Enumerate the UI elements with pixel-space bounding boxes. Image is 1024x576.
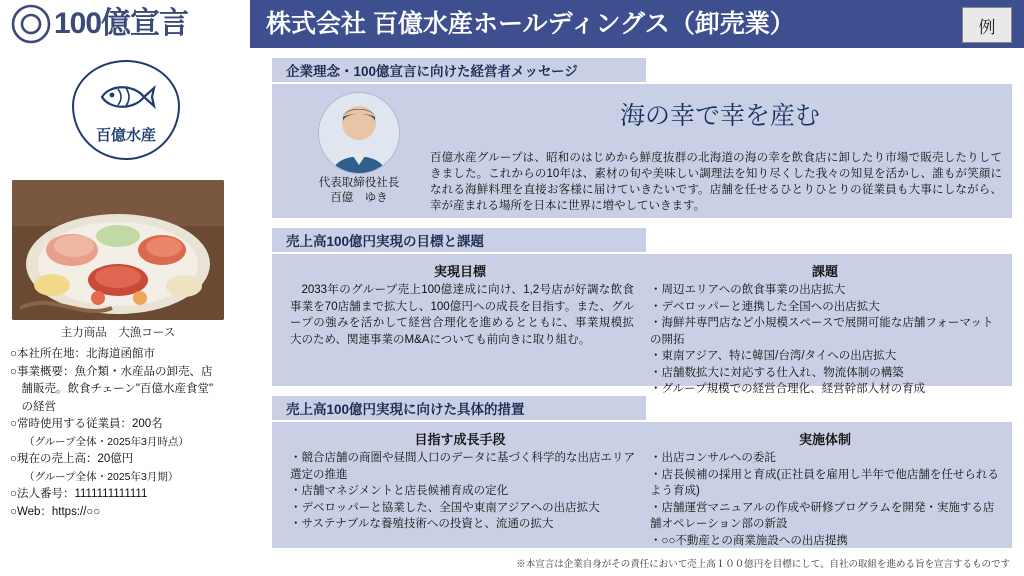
measures-left-heading: 目指す成長手段 [414, 432, 506, 447]
section-title-goals: 売上高100億円実現の目標と課題 [272, 228, 646, 252]
company-facts [10, 346, 246, 521]
fact-item: ○現在の売上高：20億円 [10, 453, 134, 465]
avatar-caption [286, 176, 432, 206]
fact-item: ○常時使用する従業員：200名 [10, 418, 163, 430]
message-body: 百億水産グループは、昭和のはじめから鮮度抜群の北海道の海の幸を飲食店に卸したり市場で販売したりしてきました。これからの10年は、素材の旬や美味しい調理法を知り尽くした我々の知見を活かし、誰もが笑顔になれる海鮮料理を直接お客様に届けていきたいです。店舗を任せるひとりひとりの従業員も大事にしながら、幸が産まれる場所を日本に世界に増やしていきます。 [430, 152, 1002, 212]
fish-icon [94, 77, 158, 122]
example-badge: 例 [962, 7, 1012, 43]
list-item: ・店舗マネジメントと店長候補育成の定化 [290, 485, 509, 497]
list-item: ・デベロッパーと協業した、全国や東南アジアへの出店拡大 [290, 501, 600, 514]
photo-caption: 主力商品 大漁コース [60, 327, 176, 339]
measures-right-list [650, 450, 1004, 549]
measures-right-heading: 実施体制 [798, 432, 851, 447]
goals-right-heading: 課題 [811, 264, 838, 279]
left-column [0, 52, 250, 576]
fact-item-sub: （グループ全体・2025年3月時点） [24, 435, 189, 448]
list-item: ・店長候補の採用と育成(正社員を雇用し半年で他店舗を任せられるよう育成) [650, 468, 999, 497]
fact-item[interactable]: ○Web：https://○○ [10, 505, 101, 518]
list-item: ・出店コンサルへの委託 [650, 452, 776, 464]
section-title-measures: 売上高100億円実現に向けた具体的措置 [272, 396, 646, 420]
list-item: ・○○不動産との商業施設への出店提携 [650, 534, 848, 547]
fact-item: ○本社所在地：北海道函館市 [10, 348, 155, 360]
list-item: ・グループ規模での経営合理化、経営幹部人材の育成 [650, 383, 926, 395]
list-item: ・競合店舗の商圏や昼間人口のデータに基づく科学的な出店エリア選定の推進 [290, 452, 635, 481]
fact-item: ○事業概要：魚介類・水産品の卸売、店 [10, 365, 213, 378]
page-title: 株式会社 百億水産ホールディングス（卸売業） [266, 10, 795, 38]
company-slogan: 海の幸で幸を産む [619, 102, 820, 130]
avatar [318, 92, 400, 174]
goals-left-heading: 実現目標 [433, 264, 486, 279]
list-item: ・サステナブルな養殖技術への投資と、流通の拡大 [290, 518, 554, 530]
list-item: ・店舗数拡大に対応する仕入れ、物流体制の構築 [650, 366, 904, 379]
avatar-role: 代表取締役社長 [318, 177, 400, 189]
list-item: ・店舗運営マニュアルの作成や研修プログラムを開発・実施する店舗オペレーション部の新設 [650, 501, 995, 530]
list-item: ・海鮮丼専門店など小規模スペースで展開可能な店舗フォーマットの開拓 [650, 317, 994, 346]
fact-item: 舗販売。飲食チェーン"百億水産食堂" [10, 383, 214, 395]
company-logo [72, 60, 180, 160]
program-logo-text: 100億宣言 [54, 7, 189, 40]
list-item: ・東南アジア、特に韓国/台湾/タイへの出店拡大 [650, 350, 897, 362]
fact-item-sub: （グループ全体・2025年3月期） [24, 470, 179, 483]
program-logo [0, 0, 250, 48]
spiral-at-icon [10, 4, 52, 44]
product-photo [12, 180, 224, 320]
list-item: ・周辺エリアへの飲食事業の出店拡大 [650, 284, 846, 296]
goals-right-list [650, 282, 1004, 398]
avatar-name: 百億 ゆき [330, 192, 388, 204]
footnote: ※本宣言は企業自身がその責任において売上高１００億円を目標にして、自社の取組を進める旨を宣言するものです [516, 559, 1010, 570]
section-title-message: 企業理念・100億宣言に向けた経営者メッセージ [272, 58, 646, 82]
fact-item: ○法人番号：1111111111111 [10, 488, 148, 500]
measures-left-list [290, 450, 638, 533]
goals-left-body: 2033年のグループ売上100億達成に向け、1,2号店が好調な飲食事業を70店舗まで拡大し、100億円への成長を目指す。また、グループの強みを活かして経営合理化を進めるとともに、事業規模拡大のため、関連事業のM&Aについても前向きに取り組む。 [290, 284, 634, 346]
fact-item: の経営 [10, 400, 56, 413]
company-logo-text: 百億水産 [95, 127, 156, 144]
list-item: ・デベロッパーと連携した全国への出店拡大 [650, 300, 880, 313]
